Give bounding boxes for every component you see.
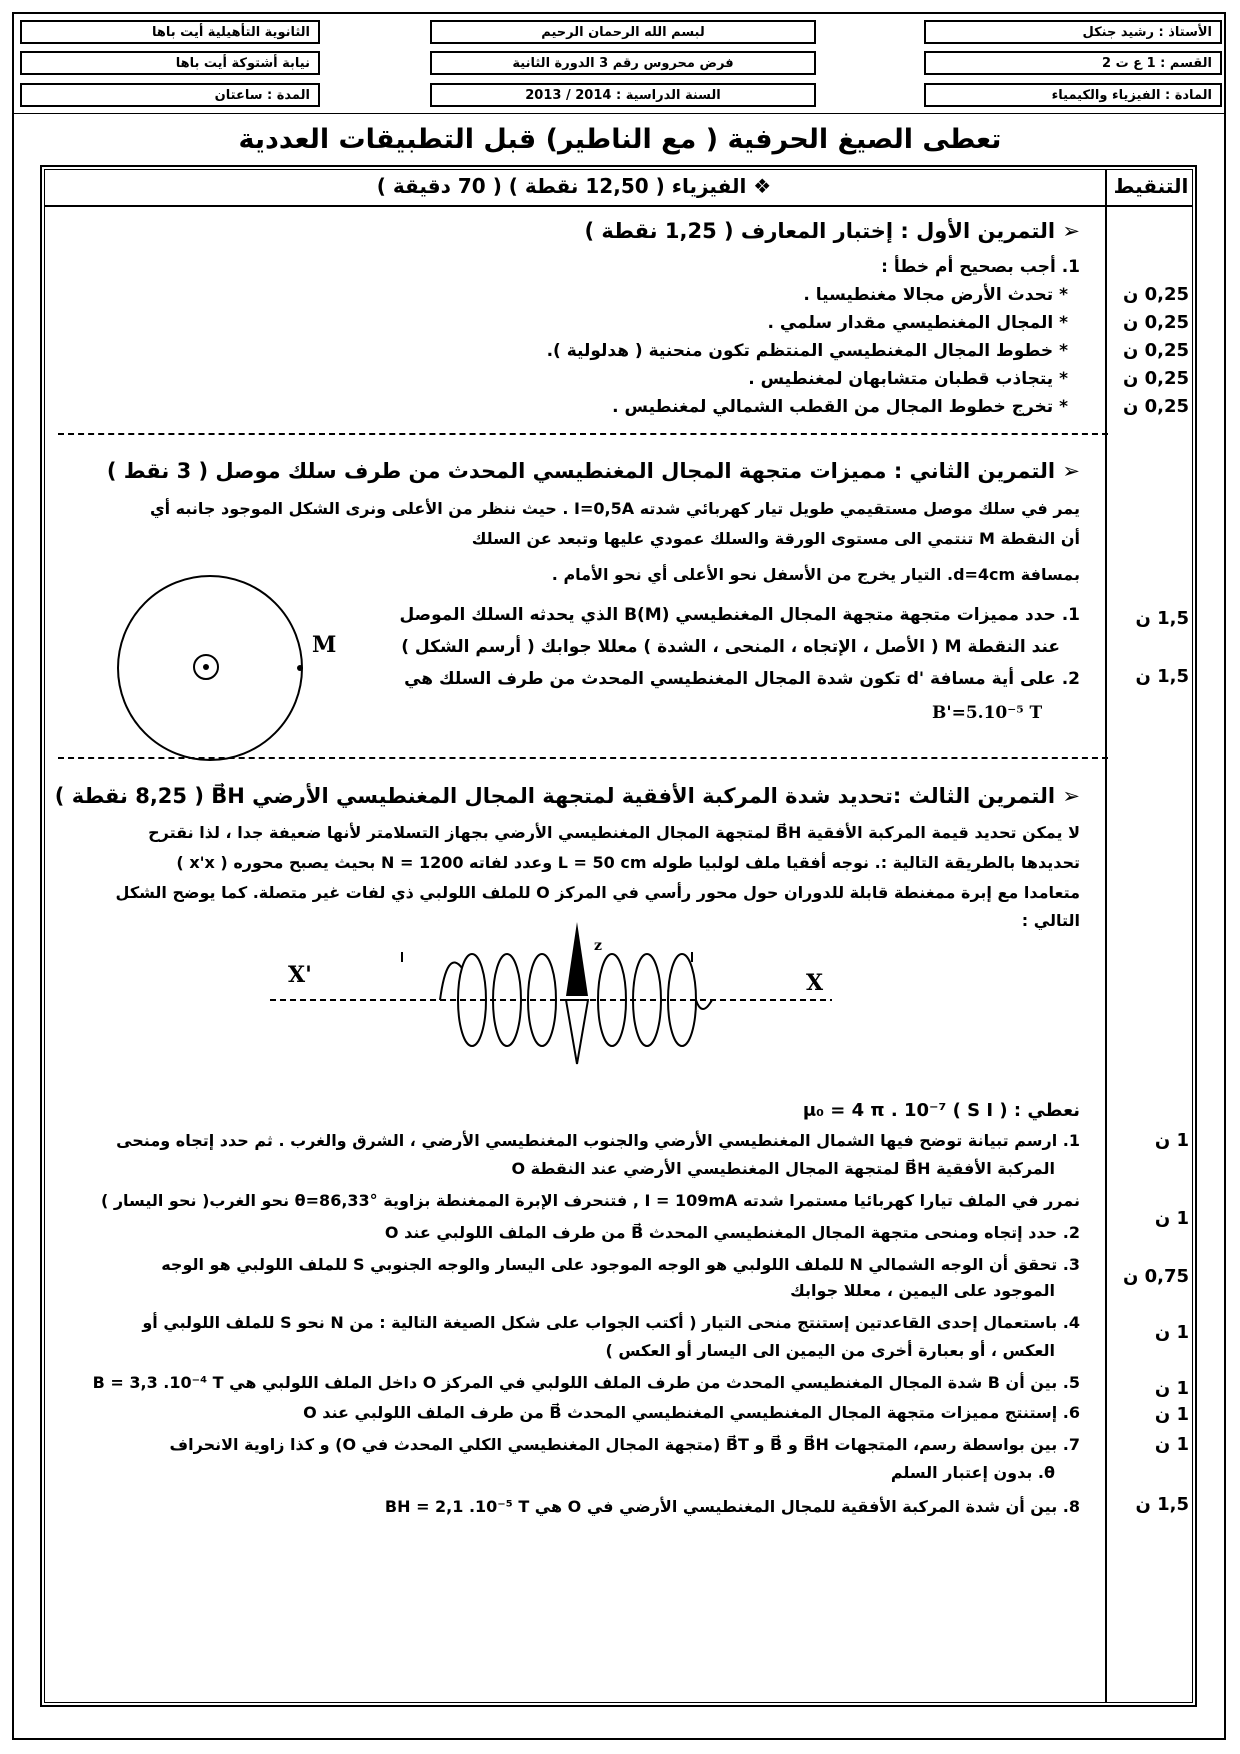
score: 0,25 ن bbox=[1122, 368, 1189, 389]
score: 1 ن bbox=[1154, 1404, 1189, 1425]
score: 1,5 ن bbox=[1135, 666, 1189, 687]
grading-column-divider bbox=[1105, 169, 1107, 1703]
ex3-q6: 6. إستنتج مميزات متجهة المجال المغنطيسي المغنطيسي المحدث B⃗ من طرف الملف اللولبي عند O bbox=[303, 1403, 1080, 1422]
ex3-q1: المركبة الأفقية B⃗H لمتجهة المجال المغنطيسي الأرضي عند النقطة O bbox=[511, 1159, 1055, 1178]
ex2-intro: أن النقطة M تنتمي الى مستوى الورقة والسلك عمودي عليها وتبعد عن السلك bbox=[471, 529, 1080, 548]
ex3-title: ➢ التمرين الثالث :تحديد شدة المركبة الأفقية لمتجهة المجال المغنطيسي الأرضي B⃗H ( 8,25 نقطة ) bbox=[54, 784, 1080, 808]
needle-south bbox=[566, 1000, 588, 1064]
axis-label-right: X bbox=[806, 970, 824, 996]
duration-cell: المدة : ساعتان bbox=[20, 83, 320, 107]
grading-header: التنقيط bbox=[1113, 174, 1189, 198]
page-title: تعطى الصيغ الحرفية ( مع الناطير) قبل التطبيقات العددية bbox=[238, 124, 1002, 155]
teacher-cell: الأستاذ : رشيد جنكل bbox=[924, 20, 1222, 44]
ex3-q3: 3. تحقق أن الوجه الشمالي N للملف اللولبي هو الوجه الموجود على اليسار والوجه الجنوبي S للملف اللولبي هو الوجه bbox=[161, 1255, 1080, 1274]
separator bbox=[58, 433, 1108, 435]
needle-label: z bbox=[594, 938, 602, 954]
score: 0,75 ن bbox=[1122, 1266, 1189, 1287]
coil-turn bbox=[493, 954, 521, 1046]
ex2-q2: 2. على أية مسافة 'd تكون شدة المجال المغنطيسي المحدث من طرف السلك هي bbox=[404, 669, 1080, 689]
header-divider bbox=[14, 113, 1224, 114]
point-m-label: M bbox=[312, 632, 337, 658]
score: 1,5 ن bbox=[1135, 1494, 1189, 1515]
ex1-item: * المجال المغنطيسي مقدار سلمي . bbox=[767, 313, 1068, 333]
class-cell: القسم : 1 ع ت 2 bbox=[924, 51, 1222, 75]
score: 1,5 ن bbox=[1135, 608, 1189, 629]
ex3-q3: الموجود على اليمين ، معللا جوابك bbox=[790, 1281, 1055, 1300]
section-header: ❖ الفيزياء ( 12,50 نقطة ) ( 70 دقيقة ) bbox=[376, 174, 772, 198]
ex3-intro: لا يمكن تحديد قيمة المركبة الأفقية B⃗H لمتجهة المجال المغنطيسي الأرضي بجهاز التسلامتر لأنها ضعيفة جدا ، لذا نقترح bbox=[148, 823, 1080, 842]
score: 0,25 ن bbox=[1122, 284, 1189, 305]
ex2-intro: يمر في سلك موصل مستقيمي طويل تيار كهربائي شدته I=0,5A . حيث ننظر من الأعلى ونرى الشكل الموجود جانبه أي bbox=[149, 499, 1080, 518]
ex3-intro: تحديدها بالطريقة التالية :. نوجه أفقيا ملف لولبيا طوله L = 50 cm وعدد لفاته N = 1200 بحيث يصبح محوره ( x'x ) bbox=[176, 853, 1080, 872]
score: 0,25 ن bbox=[1122, 340, 1189, 361]
score: 0,25 ن bbox=[1122, 396, 1189, 417]
ex3-q7: θ. بدون إعتبار السلم bbox=[890, 1463, 1055, 1482]
ex2-intro: بمسافة d=4cm. التيار يخرج من الأسفل نحو الأعلى أي نحو الأمام . bbox=[551, 565, 1080, 584]
ex3-given: نعطي : μ₀ = 4 π . 10⁻⁷ ( S I ) bbox=[802, 1100, 1080, 1121]
needle-north bbox=[566, 922, 588, 996]
score: 1 ن bbox=[1154, 1434, 1189, 1455]
ex3-q2: 2. حدد إتجاه ومنحى متجهة المجال المغنطيسي المحدث B⃗ من طرف الملف اللولبي عند O bbox=[384, 1223, 1080, 1242]
ex3-current: نمرر في الملف تيارا كهربائيا مستمرا شدته I = 109mA , فتنحرف الإبرة الممغنطة بزاوية θ=86,33° نحو الغرب( نحو اليسار ) bbox=[100, 1191, 1080, 1210]
score: 0,25 ن bbox=[1122, 312, 1189, 333]
ex2-q2-value: B'=5.10⁻⁵ T bbox=[932, 703, 1043, 723]
score: 1 ن bbox=[1154, 1208, 1189, 1229]
solenoid-figure bbox=[262, 918, 842, 1066]
ex3-q5: 5. بين أن B شدة المجال المغنطيسي المحدث من طرف الملف اللولبي في المركز O داخل الملف اللولبي هي B = 3,3 .10⁻⁴ T bbox=[92, 1373, 1080, 1392]
ex1-item: * يتجاذب قطبان متشابهان لمغنطيس . bbox=[748, 369, 1068, 389]
subject-cell: المادة : الفيزياء والكيمياء bbox=[924, 83, 1222, 107]
field-line-circle bbox=[118, 576, 302, 760]
axis-label-left: X' bbox=[288, 962, 312, 988]
wire-dot bbox=[203, 664, 209, 670]
separator bbox=[58, 757, 1108, 759]
point-m bbox=[297, 665, 303, 671]
ex3-intro: التالي : bbox=[1021, 911, 1080, 930]
ex3-intro: متعامدا مع إبرة ممغنطة قابلة للدوران حول محور رأسي في المركز O للملف اللولبي ذي لفات غير متصلة. كما يوضح الشكل bbox=[115, 883, 1080, 902]
wire-field-figure bbox=[110, 568, 360, 768]
basmala-cell: لبسم الله الرحمان الرحيم bbox=[430, 20, 816, 44]
table-header-divider bbox=[44, 205, 1193, 207]
exam-cell: فرض محروس رقم 3 الدورة الثانية bbox=[430, 51, 816, 75]
ex1-item: * تخرج خطوط المجال من القطب الشمالي لمغنطيس . bbox=[612, 397, 1068, 417]
ex1-item: * تحدث الأرض مجالا مغنطيسيا . bbox=[803, 285, 1068, 305]
ex3-q4: العكس ، أو بعبارة أخرى من اليمين الى اليسار أو العكس ) bbox=[605, 1341, 1055, 1360]
ex2-title: ➢ التمرين الثاني : مميزات متجهة المجال المغنطيسي المحدث من طرف سلك موصل ( 3 نقط ) bbox=[106, 459, 1080, 483]
ex3-q7: 7. بين بواسطة رسم، المتجهات B⃗H و B⃗ و B⃗T (متجهة المجال المغنطيسي الكلي المحدث في O) و كذا زاوية الانحراف bbox=[169, 1435, 1080, 1454]
score: 1 ن bbox=[1154, 1130, 1189, 1151]
coil-turn bbox=[633, 954, 661, 1046]
ex3-q4: 4. باستعمال إحدى القاعدتين إستنتج منحى التيار ( أكتب الجواب على شكل الصيغة التالية : من N نحو S للملف اللولبي أو bbox=[142, 1313, 1080, 1332]
score: 1 ن bbox=[1154, 1378, 1189, 1399]
year-cell: السنة الدراسية : 2014 / 2013 bbox=[430, 83, 816, 107]
coil-lead bbox=[696, 1000, 712, 1009]
ex2-q1: عند النقطة M ( الأصل ، الإتجاه ، المنحى ، الشدة ) معللا جوابك ( أرسم الشكل ) bbox=[401, 637, 1060, 657]
ex1-item: * خطوط المجال المغنطيسي المنتظم تكون منحنية ( هدلولية ). bbox=[546, 341, 1068, 361]
score: 1 ن bbox=[1154, 1322, 1189, 1343]
ex3-q1: 1. ارسم تبيانة توضح فيها الشمال المغنطيسي الأرضي والجنوب المغنطيسي الأرضي ، الشرق والغرب . ثم حدد إتجاه ومنحى bbox=[116, 1131, 1080, 1150]
ex1-question: 1. أجب بصحيح أم خطأ : bbox=[881, 257, 1080, 277]
ex2-q1: 1. حدد مميزات متجهة متجهة المجال المغنطيسي B(M) الذي يحدثه السلك الموصل bbox=[399, 605, 1080, 625]
school-cell: الثانوية التأهيلية أيت باها bbox=[20, 20, 320, 44]
ex3-q8: 8. بين أن شدة المركبة الأفقية للمجال المغنطيسي الأرضي في O هي BH = 2,1 .10⁻⁵ T bbox=[384, 1497, 1080, 1516]
ex1-title: ➢ التمرين الأول : إختبار المعارف ( 1,25 نقطة ) bbox=[584, 219, 1080, 243]
directorate-cell: نيابة أشتوكة أيت باها bbox=[20, 51, 320, 75]
